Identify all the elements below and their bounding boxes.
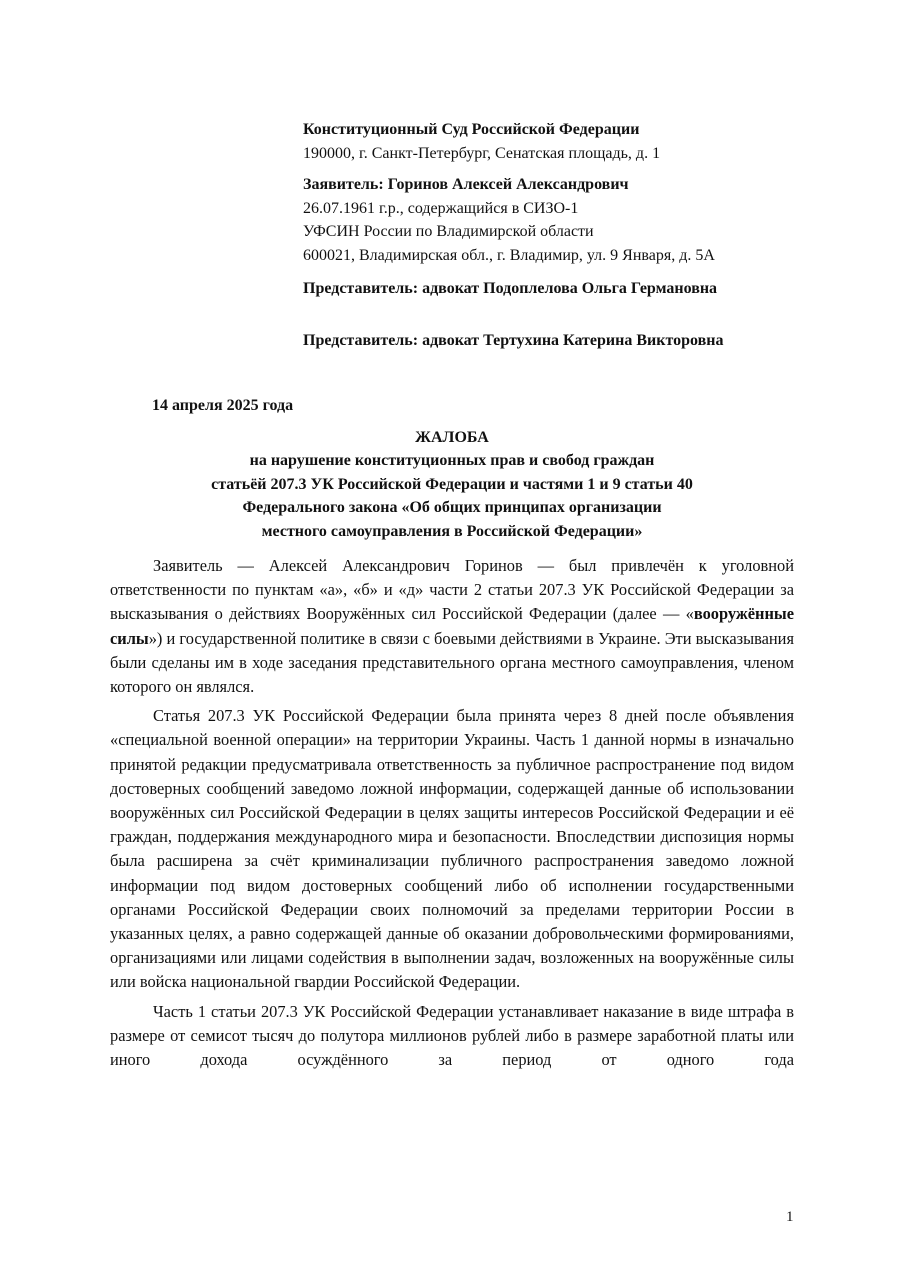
title-line-3: статьёй 207.3 УК Российской Федерации и частями 1 и 9 статьи 40	[211, 475, 693, 493]
page-number: 1	[786, 1209, 794, 1225]
applicant-detail-1: 26.07.1961 г.р., содержащийся в СИЗО-1	[303, 199, 579, 217]
document-title	[110, 426, 794, 543]
applicant-label: Заявитель: Горинов Алексей Александрович	[303, 176, 629, 193]
paragraph-1-text-b: ») и государственной политике в связи с боевыми действиями в Украине. Эти высказывания были сделаны им в ходе заседания представительного органа местного самоуправления, членом которого он являлся.	[110, 628, 794, 697]
title-line-5: местного самоуправления в Российской Федерации»	[261, 522, 643, 540]
title-line-1: ЖАЛОБА	[415, 429, 489, 446]
paragraph-2: Статья 207.3 УК Российской Федерации была принята через 8 дней после объявления «специальной военной операции» на территории Украины. Часть 1 данной нормы в изначально принятой редакции предусматривала ответственность за публичное распространение под видом достоверных сообщений заведомо ложной информации, содержащей данные об использовании вооружённых сил Российской Федерации в целях защиты интересов Российской Федерации и её граждан, поддержания международного мира и безопасности. Впоследствии диспозиция нормы была расширена за счёт криминализации публичного распространения заведомо ложной информации под видом достоверных сообщений либо об исполнении государственными органами Российской Федерации своих полномочий за пределами территории России в указанных целях, а равно содержащей данные об оказании добровольческими формированиями, организациями или лицами содействия в выполнении задач, возложенных на вооружённые силы или войска национальной гвардии Российской Федерации.	[110, 706, 794, 992]
court-address: 190000, г. Санкт-Петербург, Сенатская площадь, д. 1	[303, 144, 661, 162]
paragraph-1	[110, 554, 794, 699]
applicant-detail-3: 600021, Владимирская обл., г. Владимир, ул. 9 Января, д. 5А	[303, 246, 715, 264]
representative-2: Представитель: адвокат Тертухина Катерина Викторовна	[303, 331, 724, 349]
representative-1: Представитель: адвокат Подоплелова Ольга Германовна	[303, 280, 718, 297]
document-date: 14 апреля 2025 года	[152, 397, 294, 414]
paragraph-1-bold-term: вооружённые силы	[110, 604, 794, 648]
title-line-2: на нарушение конституционных прав и свобод граждан	[249, 452, 655, 470]
applicant-detail-2: УФСИН России по Владимирской области	[303, 223, 594, 240]
paragraph-1-text-a: Заявитель — Алексей Александрович Горинов — был привлечён к уголовной ответственности по пунктам «а», «б» и «д» части 2 статьи 207.3 УК Российской Федерации за высказывания о действиях Вооружённых сил Российской Федерации (далее — «	[110, 556, 794, 624]
paragraph-3: Часть 1 статьи 207.3 УК Российской Федерации устанавливает наказание в виде штрафа в размере от семисот тысяч до полутора миллионов рублей либо в размере заработной платы или иного дохода осуждённого за период от одного года	[110, 1001, 794, 1070]
header-block	[303, 118, 863, 352]
document-body	[110, 554, 794, 1077]
title-line-4: Федерального закона «Об общих принципах организации	[242, 499, 662, 517]
court-name: Конституционный Суд Российской Федерации	[303, 121, 640, 138]
